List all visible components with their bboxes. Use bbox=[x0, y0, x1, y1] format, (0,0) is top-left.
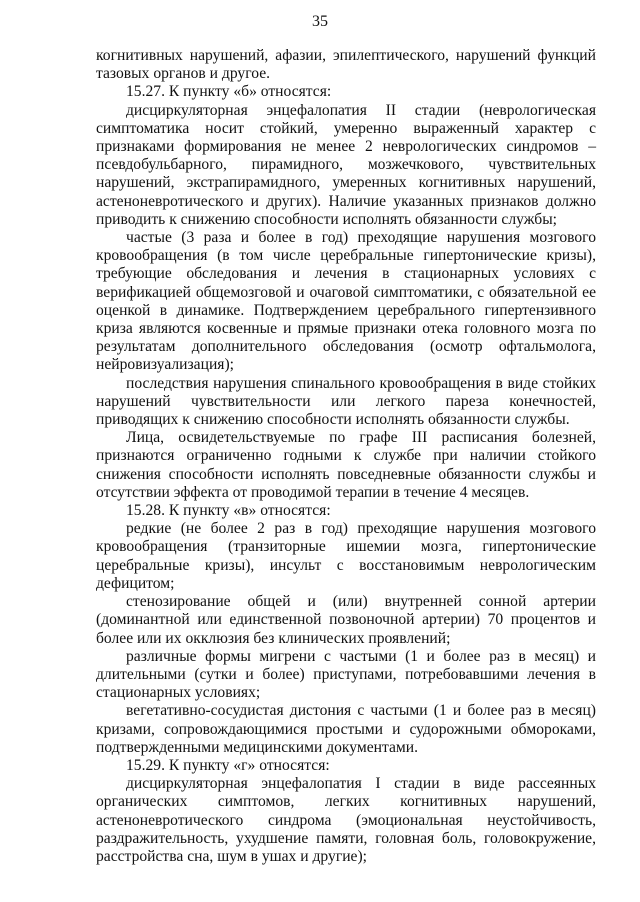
paragraph-item: редкие (не более 2 раз в год) преходящие нарушения мозгового кровообращения (транзиторные ишемии мозга, гипертонические церебральные кризы), инсульт с восстановимым неврологическим дефицитом; bbox=[96, 520, 596, 592]
page-number: 35 bbox=[312, 13, 328, 30]
section-heading-15-28: 15.28. К пункту «в» относятся: bbox=[126, 502, 331, 520]
paragraph-item: последствия нарушения спинального кровообращения в виде стойких нарушений чувствительности или легкого пареза конечностей, приводящих к снижению способности исполнять обязанности службы. bbox=[96, 374, 596, 429]
paragraph-item: частые (3 раза и более в год) преходящие нарушения мозгового кровообращения (в том числе церебральные гипертонические кризы), требующие обследования и лечения в стационарных условиях с верификацией общемозговой и очаговой симптоматики, с обязательной ее оценкой в динамике. Подтверждением церебрального гипертензивного криза являются косвенные и прямые признаки отека головного мозга по результатам дополнительного обследования (осмотр офтальмолога, нейровизуализация); bbox=[96, 229, 596, 374]
paragraph-item: стенозирование общей и (или) внутренней сонной артерии (доминантной или единственной позвоночной артерии) 70 процентов и более или их окклюзия без клинических проявлений; bbox=[96, 593, 596, 647]
paragraph-item: Лица, освидетельствуемые по графе III расписания болезней, признаются ограниченно годными к службе при наличии стойкого снижения способности исполнять повседневные обязанности службы и отсутствии эффекта от проводимой терапии в течение 4 месяцев. bbox=[96, 429, 596, 501]
document-body bbox=[96, 47, 596, 866]
section-heading-15-27: 15.27. К пункту «б» относятся: bbox=[126, 83, 332, 101]
paragraph-item: вегетативно-сосудистая дистония с частыми (1 и более раз в месяц) кризами, сопровождающимися простыми и судорожными обмороками, подтвержденными медицинскими документами. bbox=[96, 702, 596, 756]
paragraph-item: различные формы мигрени с частыми (1 и более раз в месяц) и длительными (сутки и более) приступами, потребовавшими лечения в стационарных условиях; bbox=[96, 647, 596, 702]
section-heading-15-29: 15.29. К пункту «г» относятся: bbox=[126, 756, 330, 774]
paragraph-continuation: когнитивных нарушений, афазии, эпилептического, нарушений функций тазовых органов и другое. bbox=[96, 47, 596, 83]
paragraph-item: дисциркуляторная энцефалопатия II стадии (неврологическая симптоматика носит стойкий, умеренно выраженный характер с признаками формирования не менее 2 неврологических синдромов – псевдобульбарного, пирамидного, мозжечкового, чувствительных нарушений, экстрапирамидного, умеренных когнитивных нарушений, астеноневротического и других). Наличие указанных признаков должно приводить к снижению способности исполнять обязанности службы; bbox=[96, 101, 596, 228]
paragraph-item: дисциркуляторная энцефалопатия I стадии в виде рассеянных органических симптомов, легких когнитивных нарушений, астеноневротического синдрома (эмоциональная неустойчивость, раздражительность, ухудшение памяти, головная боль, головокружение, расстройства сна, шум в ушах и другие); bbox=[96, 775, 596, 865]
